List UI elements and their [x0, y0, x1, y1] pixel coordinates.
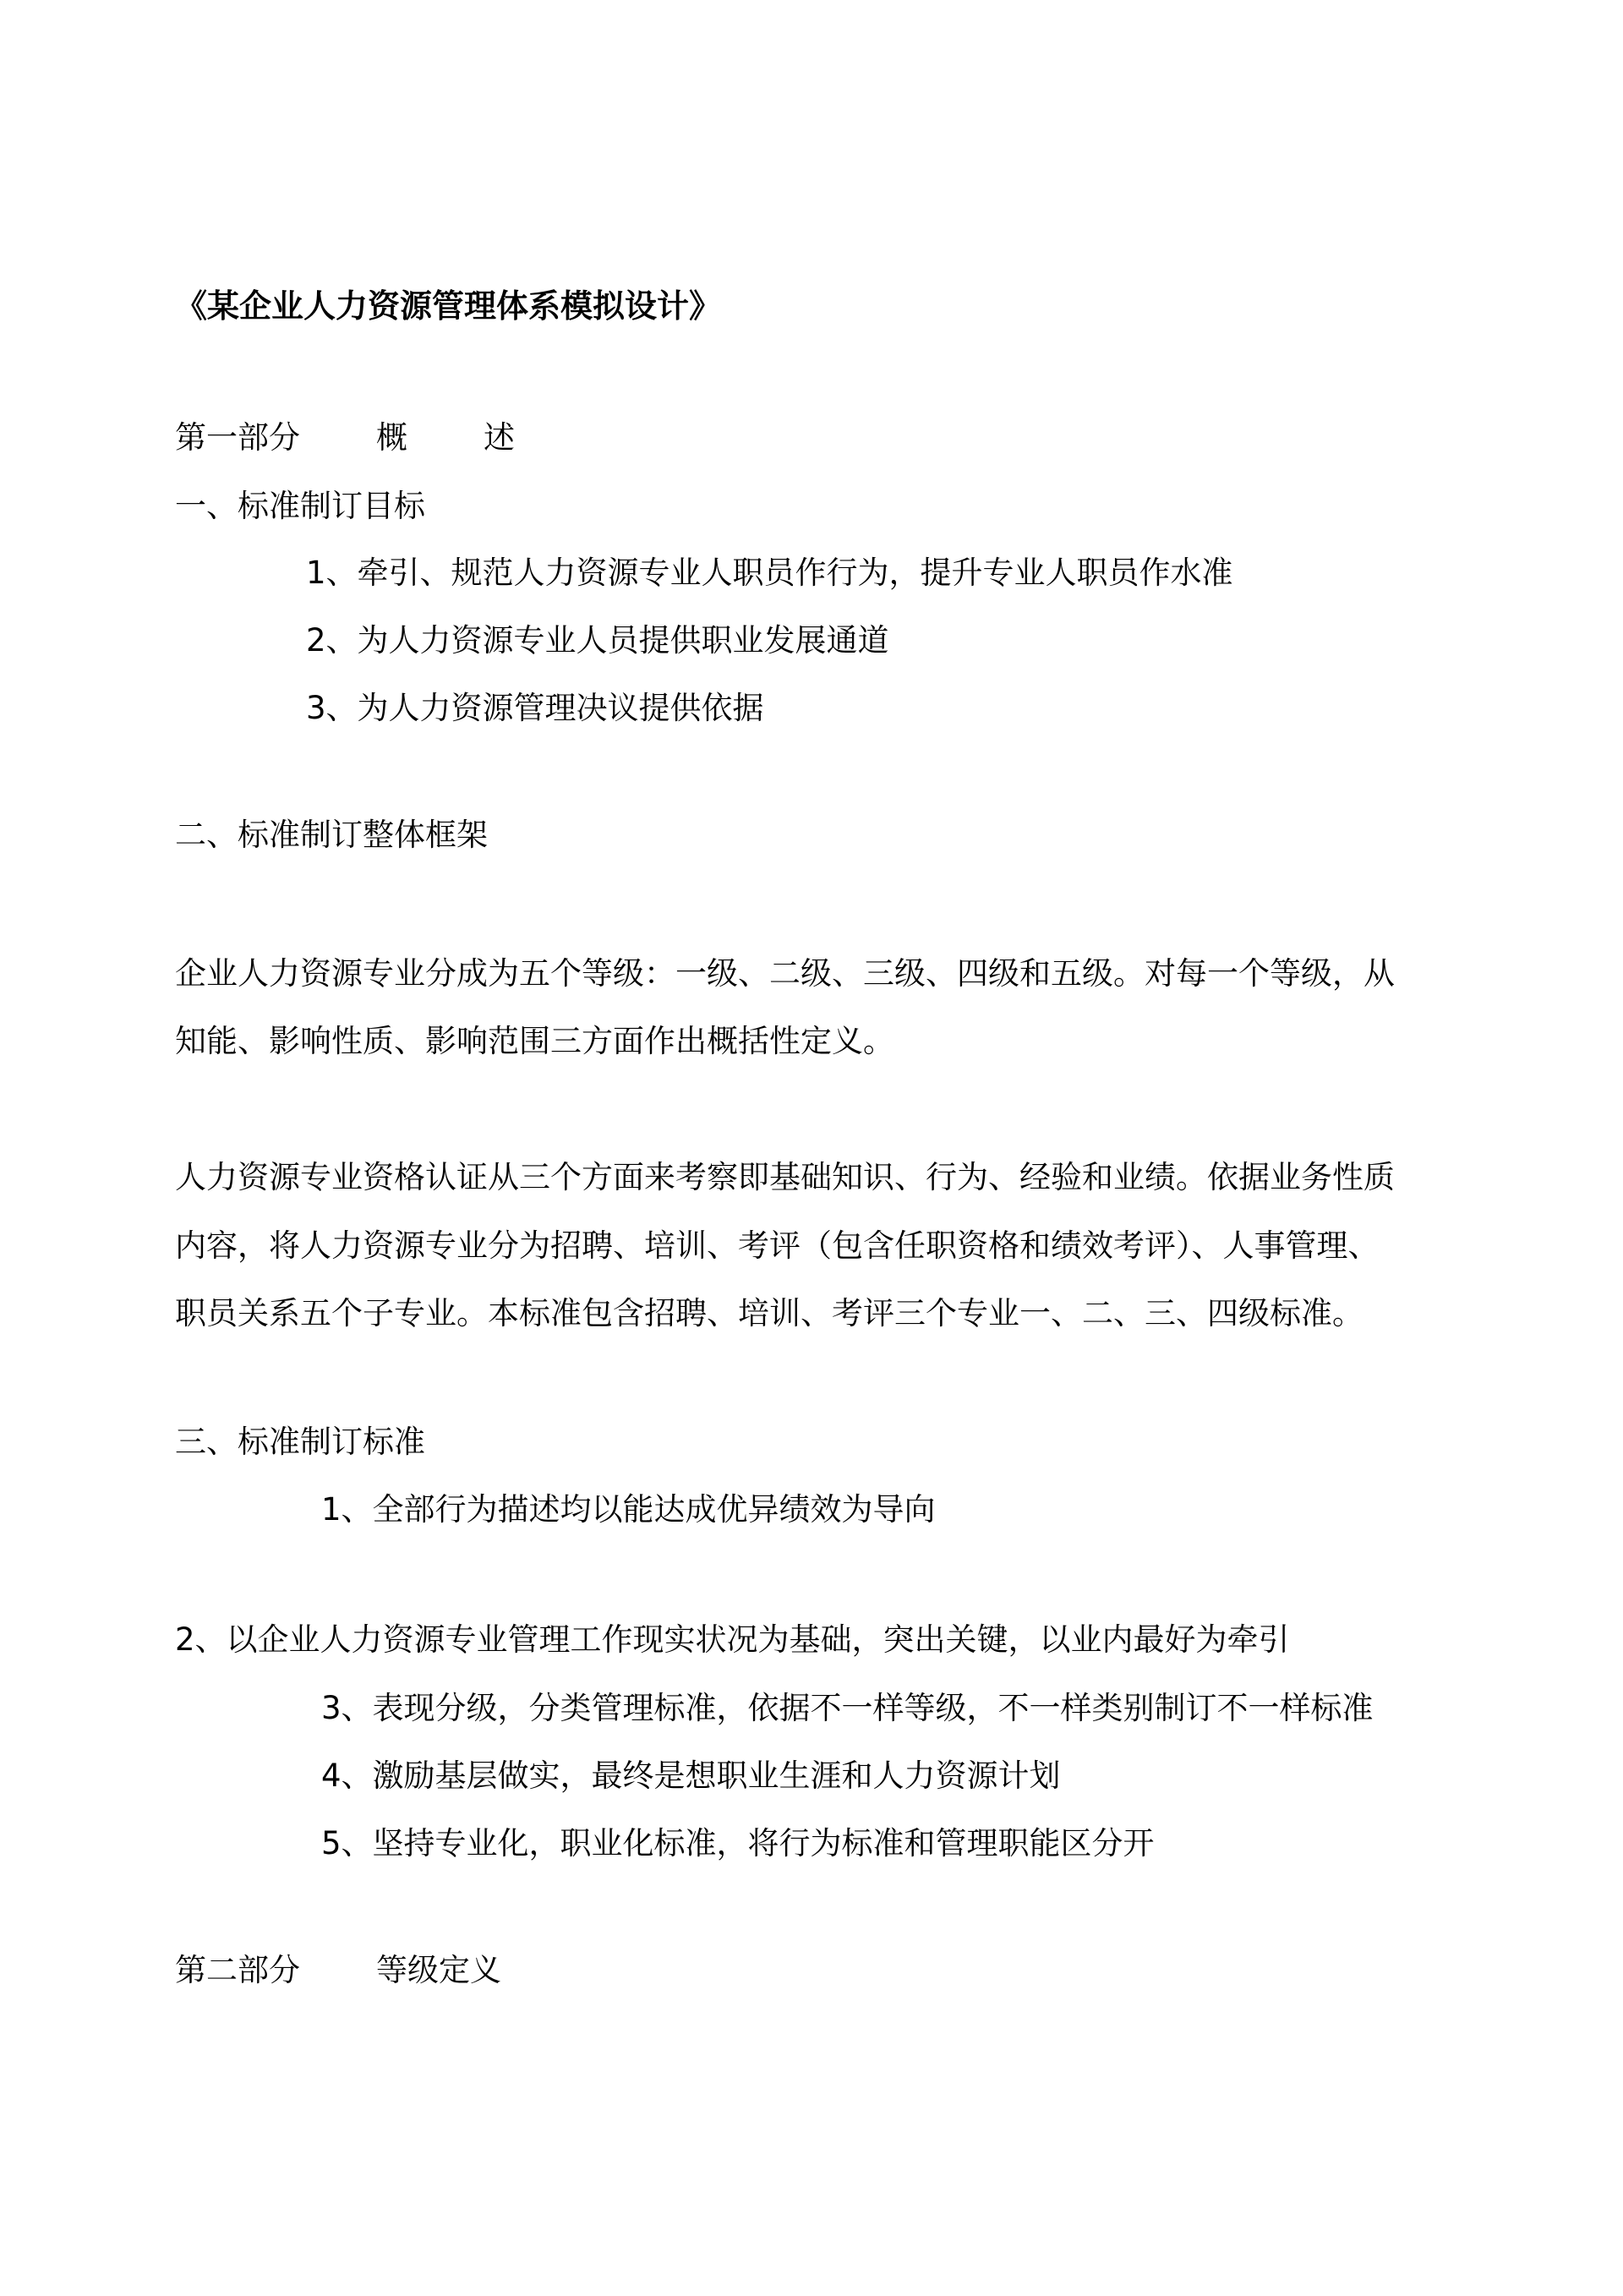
part1-heading [175, 418, 515, 458]
section2-para2-line-2: 内容，将人力资源专业分为招聘、培训、考评（包含任职资格和绩效考评）、人事管理、 [175, 1227, 1380, 1264]
part1-label: 第一部分 [175, 419, 300, 456]
section1-item-2: 2、为人力资源专业人员提供职业发展通道 [306, 622, 889, 659]
section2-heading: 二、标准制订整体框架 [175, 817, 488, 853]
part1-name-a: 概 [376, 419, 407, 456]
section1-item-3: 3、为人力资源管理决议提供依据 [306, 690, 764, 726]
section1-heading: 一、标准制订目标 [175, 488, 425, 524]
part2-label: 第二部分 [175, 1952, 300, 1988]
section1-item-1: 1、牵引、规范人力资源专业人职员作行为，提升专业人职员作水准 [306, 555, 1233, 591]
section2-para1-line-1: 企业人力资源专业分成为五个等级：一级、二级、三级、四级和五级。对每一个等级，从 [175, 955, 1395, 992]
section3-item-5: 5、坚持专业化，职业化标准，将行为标准和管理职能区分开 [321, 1825, 1155, 1861]
section3-item-3: 3、表现分级，分类管理标准，依据不一样等级，不一样类别制订不一样标准 [321, 1690, 1374, 1726]
part2-name: 等级定义 [376, 1952, 501, 1988]
section2-para2-line-1: 人力资源专业资格认证从三个方面来考察即基础知识、行为、经验和业绩。依据业务性质 [175, 1159, 1395, 1195]
section3-item-2: 2、以企业人力资源专业管理工作现实状况为基础，突出关键，以业内最好为牵引 [175, 1621, 1290, 1658]
section3-item-4: 4、激励基层做实，最终是想职业生涯和人力资源计划 [321, 1758, 1061, 1794]
section3-heading: 三、标准制订标准 [175, 1424, 425, 1460]
part2-heading [175, 1950, 501, 1991]
document-title: 《某企业人力资源管理体系模拟设计》 [175, 287, 722, 325]
section2-para1-line-2: 知能、影响性质、影响范围三方面作出概括性定义。 [175, 1023, 894, 1059]
section2-para2-line-3: 职员关系五个子专业。本标准包含招聘、培训、考评三个专业一、二、三、四级标准。 [175, 1295, 1363, 1331]
section3-item-1: 1、全部行为描述均以能达成优异绩效为导向 [321, 1491, 936, 1528]
part1-name-b: 述 [484, 419, 515, 456]
